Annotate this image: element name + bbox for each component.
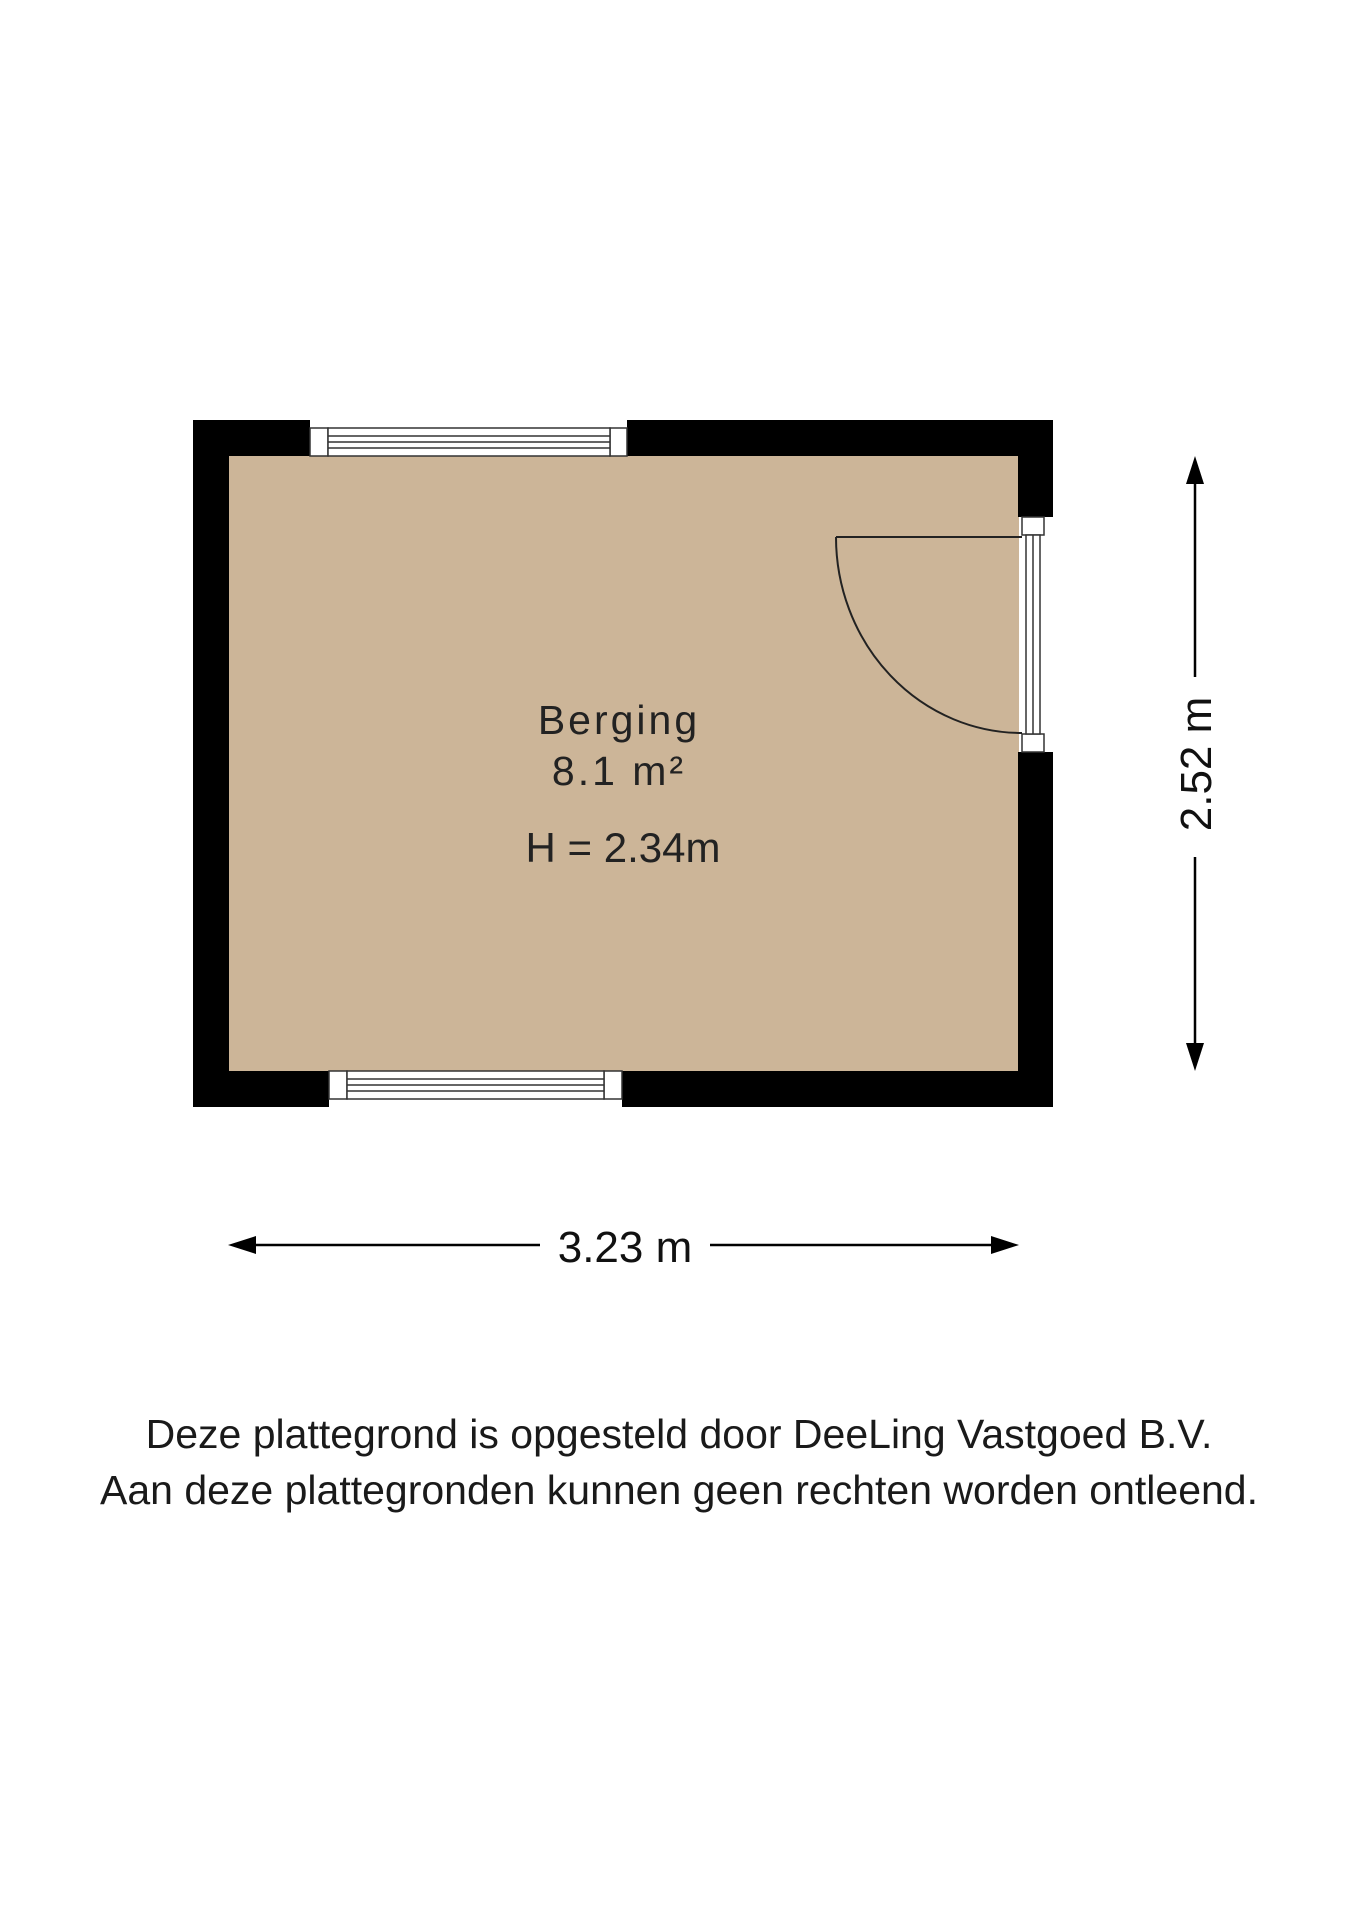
wall-bottom-right (622, 1071, 1053, 1107)
disclaimer-line-1: Deze plattegrond is opgesteld door DeeLing Vastgoed B.V. (145, 1411, 1213, 1457)
window-bottom (329, 1071, 622, 1099)
wall-left (193, 420, 229, 1107)
window-top (310, 428, 627, 456)
wall-right-upper (1018, 420, 1053, 517)
wall-bottom-left (193, 1071, 329, 1107)
wall-right-lower (1018, 752, 1053, 1107)
room-name: Berging (537, 697, 701, 743)
width-label: 3.23 m (557, 1223, 693, 1272)
door-frame-right (1022, 517, 1044, 752)
disclaimer-line-2: Aan deze plattegronden kunnen geen rechten worden ontleend. (99, 1467, 1258, 1513)
wall-top-right (627, 420, 1053, 456)
depth-label: 2.52 m (1172, 696, 1221, 832)
room-height: H = 2.34m (525, 824, 721, 871)
room-area: 8.1 m² (551, 748, 687, 794)
